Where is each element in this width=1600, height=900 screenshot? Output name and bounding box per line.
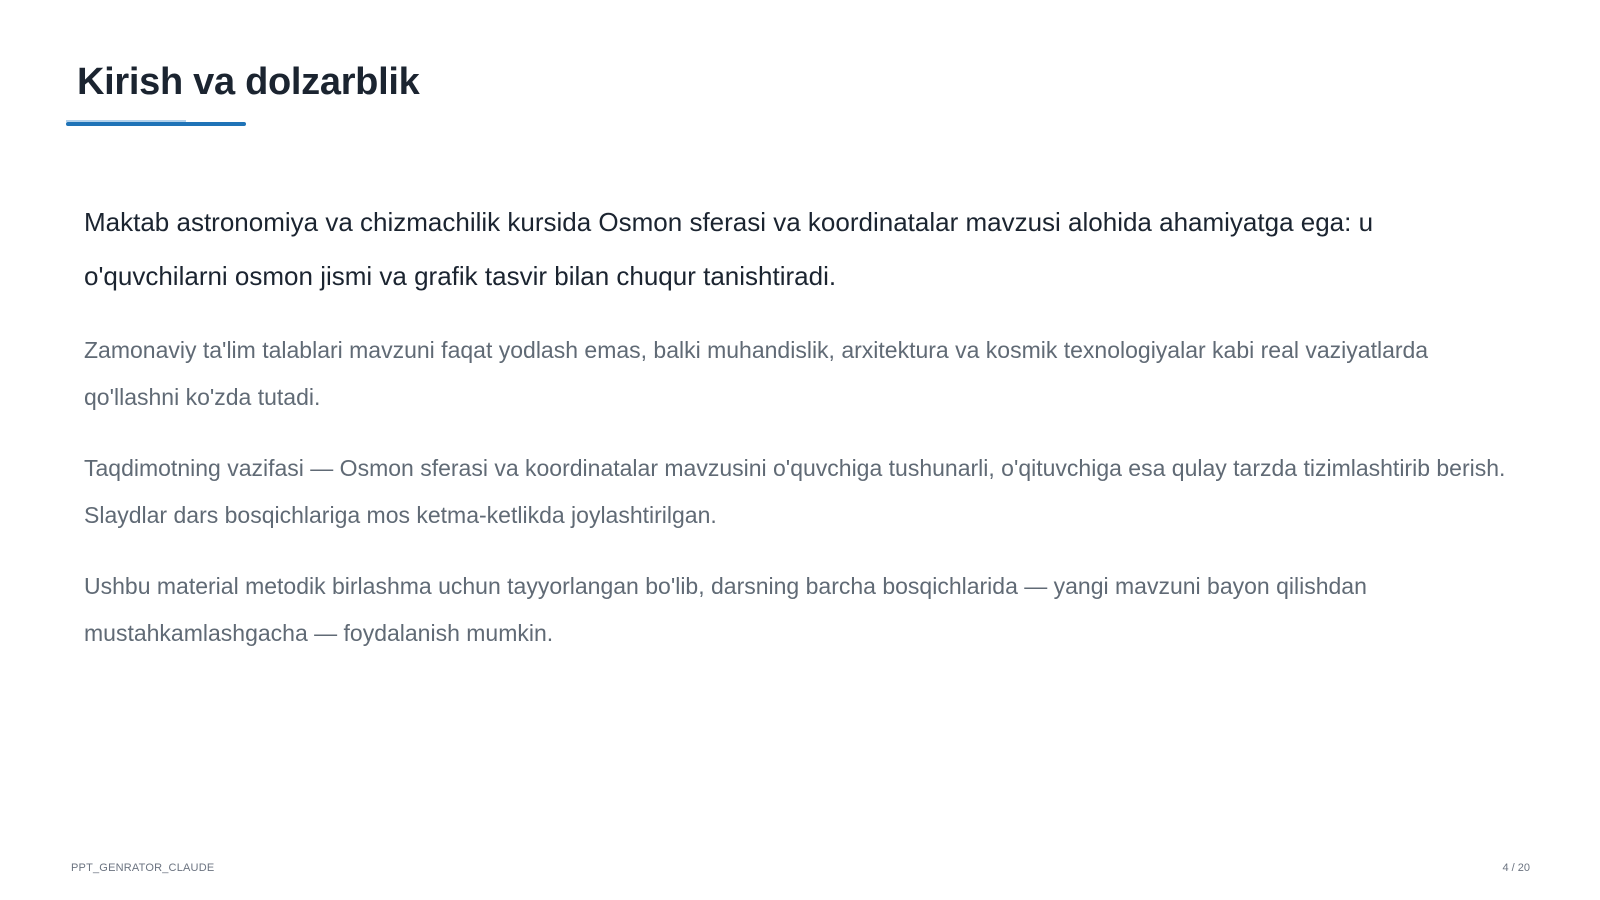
body-paragraph-3: Ushbu material metodik birlashma uchun tayyorlangan bo'lib, darsning barcha bosqichlarida — yangi mavzuni bayon qilishdan mustahkamlashgacha — foydalanish mumkin. (84, 573, 1367, 646)
page-number: 4 / 20 (1502, 862, 1530, 874)
footer-brand: PPT_GENRATOR_CLAUDE (71, 862, 215, 874)
body-paragraph-2: Taqdimotning vazifasi — Osmon sferasi va koordinatalar mavzusini o'quvchiga tushunarli, o'qituvchiga esa qulay tarzda tizimlashtirib berish. Slaydlar dars bosqichlariga mos ketma-ketlikda joylashtirilgan. (84, 455, 1506, 528)
lead-paragraph: Maktab astronomiya va chizmachilik kursida Osmon sferasi va koordinatalar mavzusi alohida ahamiyatga ega: u o'quvchilarni osmon jismi va grafik tasvir bilan chuqur tanishtiradi. (84, 207, 1374, 291)
slide-title: Kirish va dolzarblik (77, 61, 420, 103)
slide-content (84, 195, 1514, 681)
title-underline (66, 122, 246, 126)
body-paragraph-1: Zamonaviy ta'lim talablari mavzuni faqat yodlash emas, balki muhandislik, arxitektura va kosmik texnologiyalar kabi real vaziyatlarda qo'llashni ko'zda tutadi. (84, 337, 1429, 410)
